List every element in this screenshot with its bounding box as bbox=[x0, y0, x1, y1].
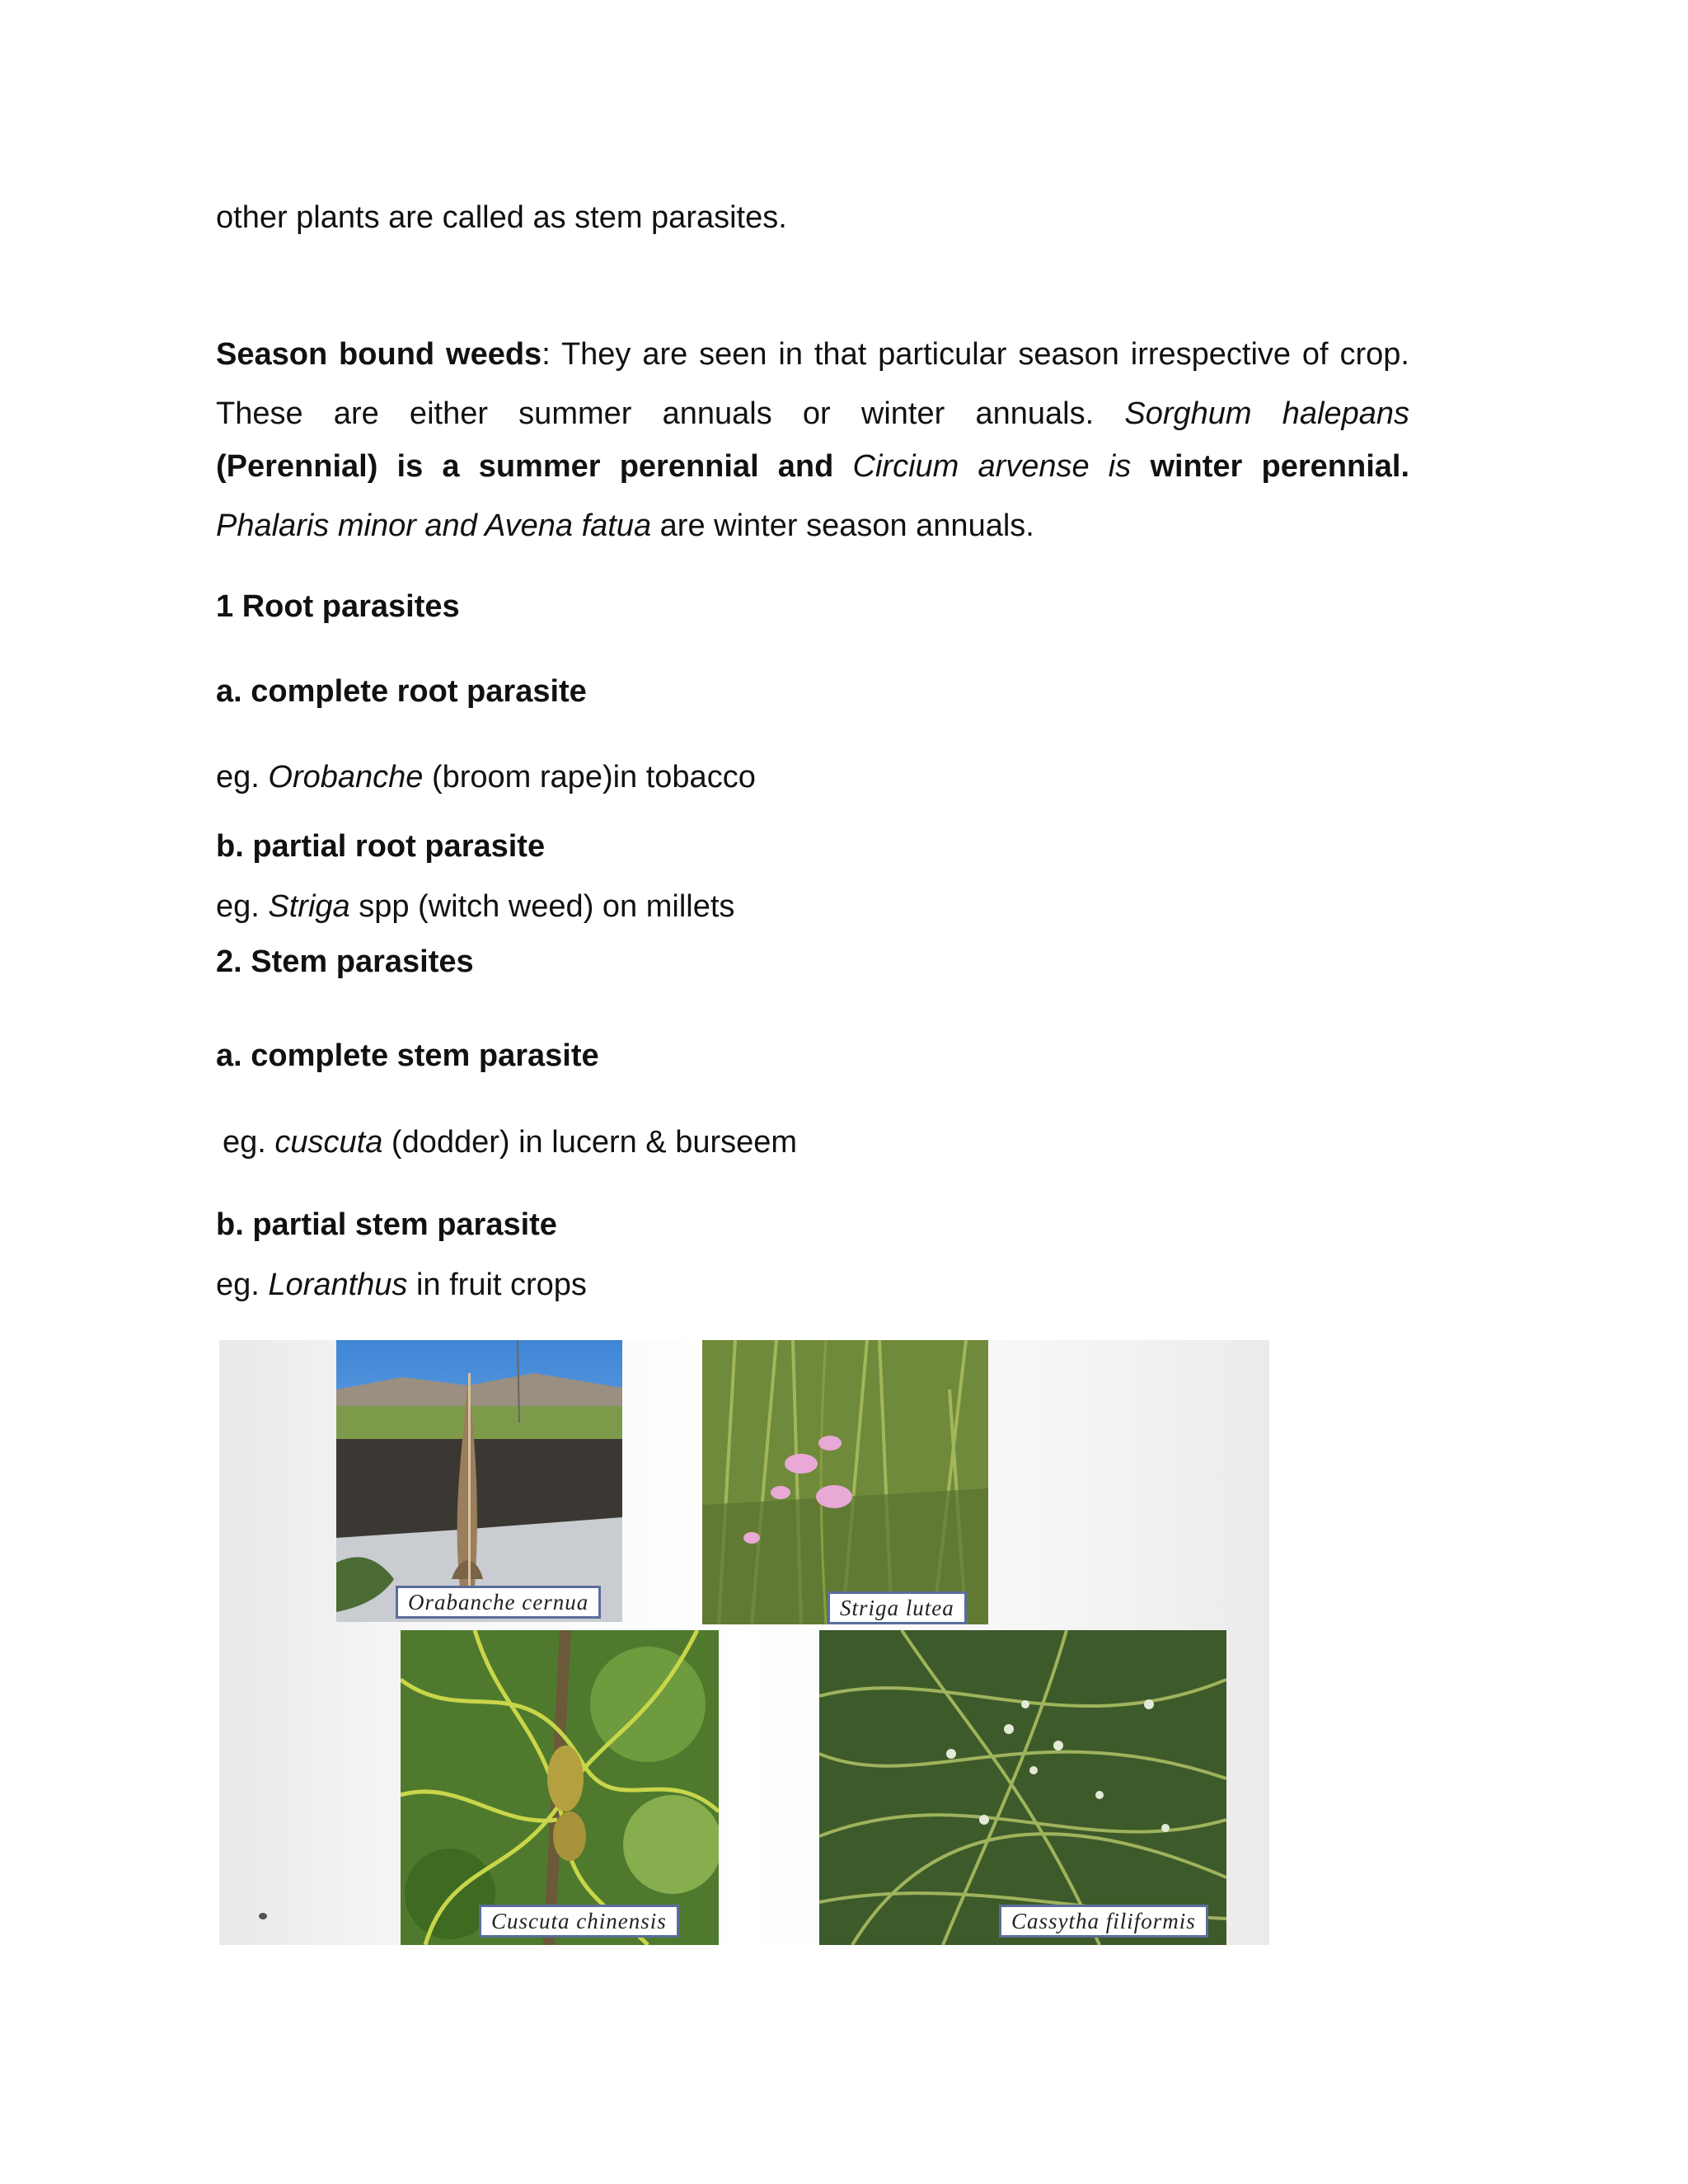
caption-cuscuta-chinensis: Cuscuta chinensis bbox=[479, 1905, 679, 1938]
heading-complete-stem-parasite bbox=[216, 1036, 599, 1076]
paragraph-season-bound-cont bbox=[216, 442, 1409, 491]
parasite-photo-collage bbox=[219, 1340, 1269, 1945]
photo-striga bbox=[702, 1340, 988, 1624]
eg-label: eg. bbox=[216, 1268, 260, 1302]
heading-stem-parasites bbox=[216, 942, 474, 982]
species-circium: Circium arvense is bbox=[852, 449, 1132, 484]
photo-cassytha bbox=[819, 1630, 1226, 1945]
heading-text: b. partial root parasite bbox=[216, 829, 546, 864]
caption-cassytha-filiformis: Cassytha filiformis bbox=[999, 1905, 1208, 1938]
paragraph-season-bound bbox=[216, 325, 1409, 443]
paragraph-season-bound-end bbox=[216, 501, 1409, 551]
winter-annuals-text: are winter season annuals. bbox=[659, 509, 1034, 543]
example-text: (dodder) in lucern & burseem bbox=[391, 1125, 798, 1160]
species-phalaris-avena: Phalaris minor and Avena fatua bbox=[216, 509, 652, 543]
example-text: spp (witch weed) on millets bbox=[359, 889, 735, 924]
heading-text: 1 Root parasites bbox=[216, 589, 460, 624]
caption-orabanche-cernua: Orabanche cernua bbox=[396, 1586, 601, 1619]
caption-striga-lutea: Striga lutea bbox=[828, 1591, 967, 1624]
species-loranthus: Loranthus bbox=[268, 1268, 408, 1302]
species-orobanche: Orobanche bbox=[268, 760, 424, 794]
heading-complete-root-parasite bbox=[216, 672, 587, 711]
species-sorghum: Sorghum halepans bbox=[1124, 396, 1409, 431]
species-striga: Striga bbox=[268, 889, 350, 924]
heading-partial-stem-parasite bbox=[216, 1205, 557, 1244]
example-loranthus bbox=[216, 1265, 587, 1305]
photo-cassytha-image bbox=[819, 1630, 1226, 1945]
eg-label: eg. bbox=[216, 760, 260, 794]
term-season-bound-weeds: Season bound weeds bbox=[216, 337, 542, 372]
example-text: in fruit crops bbox=[415, 1268, 587, 1302]
heading-text: 2. Stem parasites bbox=[216, 944, 474, 979]
photo-orobanche bbox=[336, 1340, 622, 1622]
heading-text: a. complete stem parasite bbox=[216, 1038, 599, 1073]
heading-text: a. complete root parasite bbox=[216, 674, 587, 709]
winter-perennial-text: winter perennial. bbox=[1150, 449, 1409, 484]
photo-cuscuta bbox=[401, 1630, 719, 1945]
example-cuscuta bbox=[223, 1122, 797, 1162]
photo-cuscuta-image bbox=[401, 1630, 719, 1945]
eg-label: eg. bbox=[223, 1125, 266, 1160]
species-cuscuta: cuscuta bbox=[274, 1125, 383, 1160]
season-text: : They are seen in that particular season irrespective of crop. These are either summer annuals or winter annuals. bbox=[216, 337, 1409, 431]
heading-partial-root-parasite bbox=[216, 827, 545, 866]
example-text: (broom rape)in tobacco bbox=[431, 760, 756, 794]
heading-root-parasites bbox=[216, 587, 460, 626]
perennial-text: (Perennial) is a summer perennial and bbox=[216, 449, 834, 484]
text-line-intro: other plants are called as stem parasites. bbox=[216, 200, 787, 235]
bullet-dot bbox=[259, 1913, 267, 1919]
eg-label: eg. bbox=[216, 889, 260, 924]
example-striga bbox=[216, 887, 734, 926]
photo-orobanche-image bbox=[336, 1340, 622, 1622]
photo-striga-image bbox=[702, 1340, 988, 1624]
example-orobanche bbox=[216, 757, 756, 797]
heading-text: b. partial stem parasite bbox=[216, 1207, 557, 1242]
